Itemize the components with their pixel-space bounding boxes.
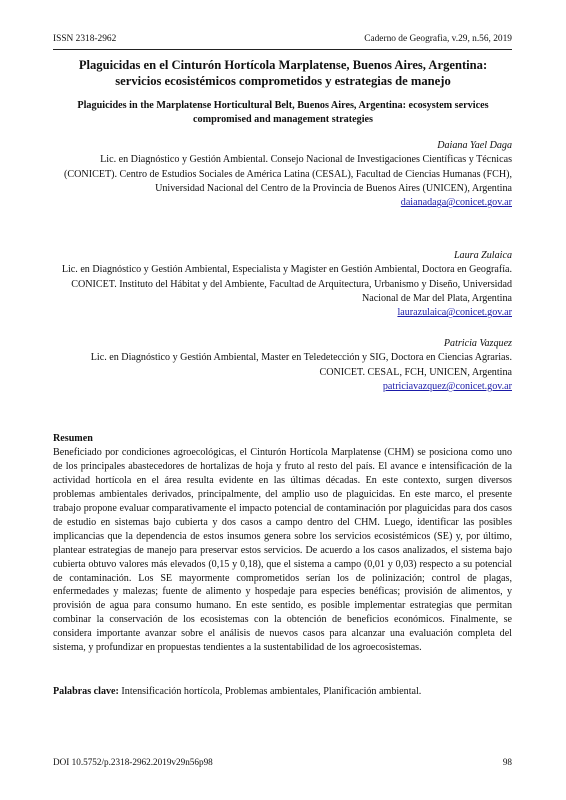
author-name: Laura Zulaica <box>453 250 512 261</box>
keywords-text: Intensificación hortícola, Problemas ambientales, Planificación ambiental. <box>118 686 422 697</box>
author-affiliation: Lic. en Diagnóstico y Gestión Ambiental, Especialista y Magister en Gestión Ambiental, Doctora en Geografía. CONICET. Instituto del Hábitat y del Ambiente, Facultad de Arquitectura, Urbanismo y Diseño, Universidad Nacional de Mar del Plata, Argentina <box>61 264 512 304</box>
abstract-section <box>53 432 512 655</box>
journal-citation: Caderno de Geografia, v.29, n.56, 2019 <box>364 34 512 44</box>
page-footer <box>53 757 512 767</box>
keywords-label: Palabras clave: <box>53 686 119 697</box>
author-affiliation: Lic. en Diagnóstico y Gestión Ambiental, Master en Teledetección y SIG, Doctora en Ciencias Agrarias. CONICET. CESAL, FCH, UNICEN, Argentina <box>90 352 512 378</box>
author-email-link[interactable]: daianadaga@conicet.gov.ar <box>400 197 512 209</box>
keywords <box>53 685 512 699</box>
author-name: Daiana Yael Daga <box>437 140 512 151</box>
author-block-1 <box>60 139 512 210</box>
author-affiliation: Lic. en Diagnóstico y Gestión Ambiental. Consejo Nacional de Investigaciones Científicas y Técnicas (CONICET). Centro de Estudios Sociales de América Latina (CESAL), Facultad de Ciencias Humanas (FCH), Universidad Nacional del Centro de la Provincia de Buenos Aires (UNICEN), Argentina <box>64 154 512 194</box>
author-name: Patricia Vazquez <box>443 338 512 349</box>
abstract-text: Beneficiado por condiciones agroecológicas, el Cinturón Hortícola Marplatense (CHM) se posiciona como uno de los principales abastecedores de hortalizas de hoja y fruto al resto del país. El avance e intensificación de la actividad hortícola en el área resulta evidente en las últimas décadas. En este contexto, surgen diversos problemas ambientales derivados, principalmente, del amplio uso de plaguicidas. En este marco, el presente trabajo propone evaluar comparativamente el impacto potencial de contaminación por plaguicidas para dos casos de estudio en sistemas bajo cubierta y dos casos a campo dentro del CHM. Luego, identificar las posibles implicancias que la dependencia de estos insumos genera sobre los servicios ecosistémicos (SE) y, por último, plantear estrategias de manejo para preservar estos servicios. De acuerdo a los casos analizados, el sistema bajo cubierta obtuvo valores más elevados (0,15 y 0,18), que el sistema a campo (0,01 y 0,03) respecto a su potencial de contaminación. Los SE mayormente comprometidos serían los de polinización; control de plagas, enfermedades y malezas; fuente de alimento y hospedaje para especies benéficas; provisión de alimentos, y provisión de agua para consumo humano. En este sentido, es posible implementar estrategias que permitan combinar la conservación de los ecosistemas con la obtención de beneficios económicos. Finalmente, se considera importante avanzar sobre el análisis de nuevos casos para alcanzar una evaluación completa del sistema, y profundizar en propuestas tendientes a la sustentabilidad de los agroecosistemas. <box>53 446 512 654</box>
title-spanish: Plaguicidas en el Cinturón Hortícola Marplatense, Buenos Aires, Argentina: servicios ecosistémicos comprometidos y estrategias de manejo <box>78 58 488 88</box>
author-email-link[interactable]: patriciavazquez@conicet.gov.ar <box>382 380 512 392</box>
abstract-heading: Resumen <box>53 433 93 444</box>
issn: ISSN 2318-2962 <box>53 34 117 44</box>
title-english: Plaguicides in the Marplatense Horticultural Belt, Buenos Aires, Argentina: ecosystem services compromised and management strategies <box>77 100 489 125</box>
author-block-2 <box>60 249 512 320</box>
author-email-link[interactable]: laurazulaica@conicet.gov.ar <box>397 307 512 319</box>
header-rule <box>53 49 512 50</box>
doi: DOI 10.5752/p.2318-2962.2019v29n56p98 <box>53 757 213 767</box>
page-number: 98 <box>502 757 512 767</box>
running-header <box>53 34 512 44</box>
author-block-3 <box>60 337 512 394</box>
